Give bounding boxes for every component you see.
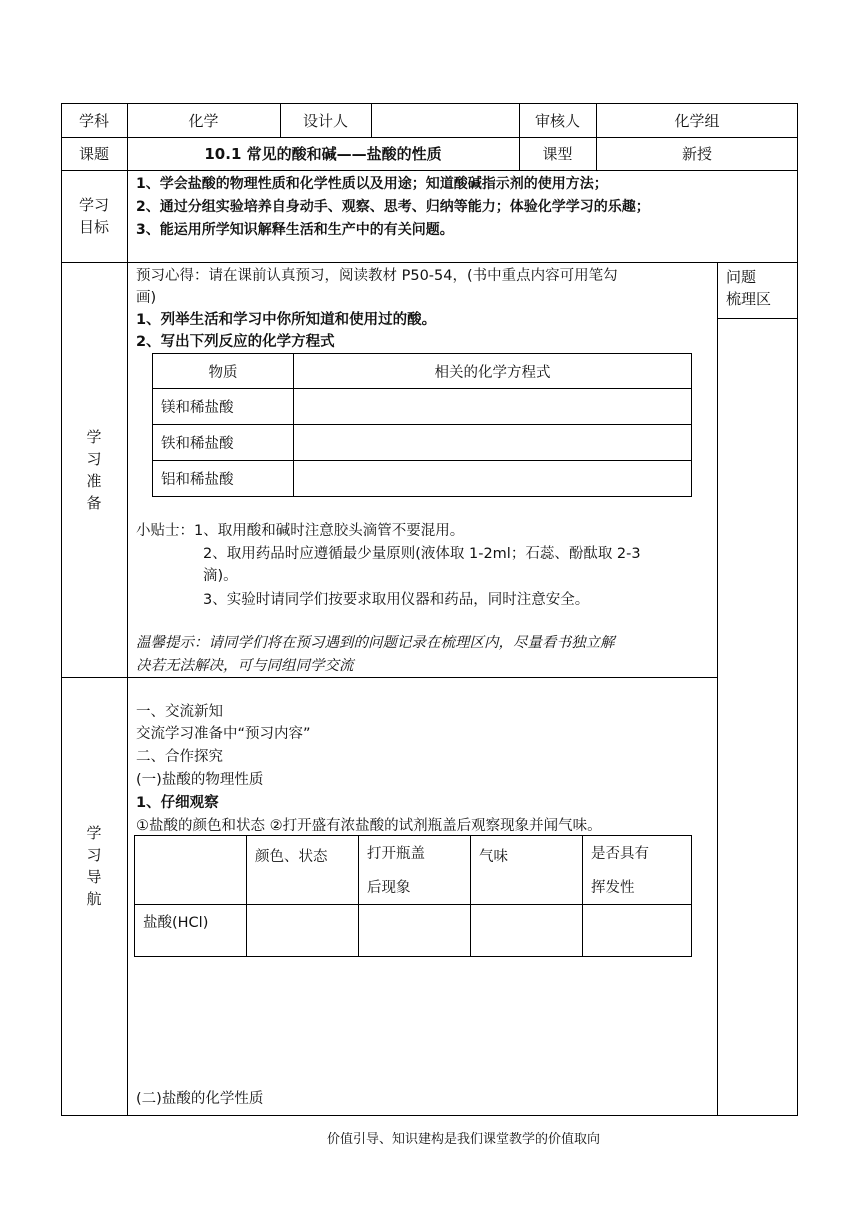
observation-header-open-line1: 打开瓶盖	[367, 846, 425, 862]
goal-item: 2、通过分组实验培养自身动手、观察、思考、归纳等能力；体验化学学习的乐趣；	[136, 199, 650, 215]
goals-label-line1: 学习	[78, 196, 109, 214]
guide-label-char: 习	[86, 846, 102, 864]
goals-label-line2: 目标	[78, 218, 109, 236]
guide-line: 一、交流新知	[136, 704, 223, 720]
tips-line: 2、取用药品时应遵循最少量原则(液体取 1-2ml；石蕊、酚酞取 2-3	[203, 546, 641, 562]
guide-label-char: 导	[86, 868, 102, 886]
equation-table-row-label: 镁和稀盐酸	[153, 389, 294, 425]
prep-question-2: 2、写出下列反应的化学方程式	[136, 334, 335, 350]
observation-header-smell: 气味	[471, 836, 583, 905]
observation-input-cell[interactable]	[471, 905, 583, 957]
designer-value	[371, 103, 519, 137]
prep-intro: 预习心得：请在课前认真预习，阅读教材 P50-54，(书中重点内容可用笔勾	[136, 268, 618, 284]
prep-label-char: 学	[86, 428, 102, 446]
guide-line: ①盐酸的颜色和状态 ②打开盛有浓盐酸的试剂瓶盖后观察现象并闻气味。	[136, 818, 602, 834]
prep-label-char: 习	[86, 450, 102, 468]
topic-value: 10.1 常见的酸和碱——盐酸的性质	[204, 145, 442, 163]
goals-label	[64, 194, 124, 238]
reviewer-value: 化学组	[674, 111, 720, 130]
observation-header-volatile-line2: 挥发性	[591, 880, 635, 896]
divider	[61, 262, 798, 263]
page-footer: 价值引导、知识建构是我们课堂教学的价值取向	[327, 1132, 601, 1147]
issue-area-label-line2: 梳理区	[726, 290, 772, 308]
equation-table-row-label: 铝和稀盐酸	[153, 461, 294, 497]
divider	[127, 103, 128, 1116]
reviewer-label: 审核人	[534, 111, 580, 130]
designer-label: 设计人	[302, 111, 348, 130]
observation-input-cell[interactable]	[583, 905, 692, 957]
subject-value: 化学	[188, 111, 219, 130]
observation-header-volatile-line1: 是否具有	[591, 846, 649, 862]
equation-table-header-substance: 物质	[153, 354, 294, 389]
observation-header-volatile	[583, 836, 692, 905]
guide-label-char: 学	[86, 824, 102, 842]
guide-line: 二、合作探究	[136, 749, 223, 765]
divider	[717, 262, 718, 1116]
tips-line: 3、实验时请同学们按要求取用仪器和药品，同时注意安全。	[203, 592, 590, 608]
observation-row-label: 盐酸(HCl)	[135, 905, 247, 957]
type-value: 新授	[681, 145, 712, 163]
observation-table-corner	[135, 836, 247, 905]
guide-label	[64, 822, 124, 910]
reminder-line: 决若无法解决，可与同组同学交流	[136, 658, 354, 674]
observation-header-color: 颜色、状态	[247, 836, 359, 905]
prep-label-char: 备	[86, 494, 102, 512]
goal-item: 1、学会盐酸的物理性质和化学性质以及用途；知道酸碱指示剂的使用方法；	[136, 176, 608, 192]
observation-input-cell[interactable]	[247, 905, 359, 957]
observation-table	[134, 835, 692, 957]
prep-label	[64, 426, 124, 514]
guide-label-char: 航	[86, 890, 102, 908]
prep-label-char: 准	[86, 472, 102, 490]
issue-area-label-line1: 问题	[726, 268, 757, 286]
divider	[717, 318, 798, 319]
goal-item: 3、能运用所学知识解释生活和生产中的有关问题。	[136, 222, 454, 238]
divider	[61, 677, 717, 678]
reminder-line: 温馨提示：请同学们将在预习遇到的问题记录在梳理区内，尽量看书独立解	[136, 635, 615, 651]
equation-input-cell[interactable]	[294, 425, 692, 461]
equation-input-cell[interactable]	[294, 389, 692, 425]
guide-line: 1、仔细观察	[136, 795, 219, 811]
equation-table-header-equation: 相关的化学方程式	[294, 354, 692, 389]
subject-label: 学科	[78, 111, 109, 130]
prep-intro-cont: 画)	[136, 290, 157, 306]
divider	[61, 170, 798, 171]
guide-line: (二)盐酸的化学性质	[136, 1091, 264, 1107]
equation-table-row-label: 铁和稀盐酸	[153, 425, 294, 461]
type-label: 课型	[542, 145, 573, 163]
guide-line: (一)盐酸的物理性质	[136, 772, 264, 788]
observation-header-open	[359, 836, 471, 905]
observation-header-open-line2: 后现象	[367, 880, 411, 896]
equation-input-cell[interactable]	[294, 461, 692, 497]
equation-table	[152, 353, 692, 497]
tips-line: 滴)。	[203, 568, 238, 584]
issue-area-label	[726, 266, 771, 310]
tips-line: 小贴士：1、取用酸和碱时注意胶头滴管不要混用。	[136, 523, 465, 539]
prep-question-1: 1、列举生活和学习中你所知道和使用过的酸。	[136, 312, 437, 328]
observation-input-cell[interactable]	[359, 905, 471, 957]
topic-label: 课题	[78, 145, 109, 163]
guide-line: 交流学习准备中“预习内容”	[136, 726, 311, 742]
